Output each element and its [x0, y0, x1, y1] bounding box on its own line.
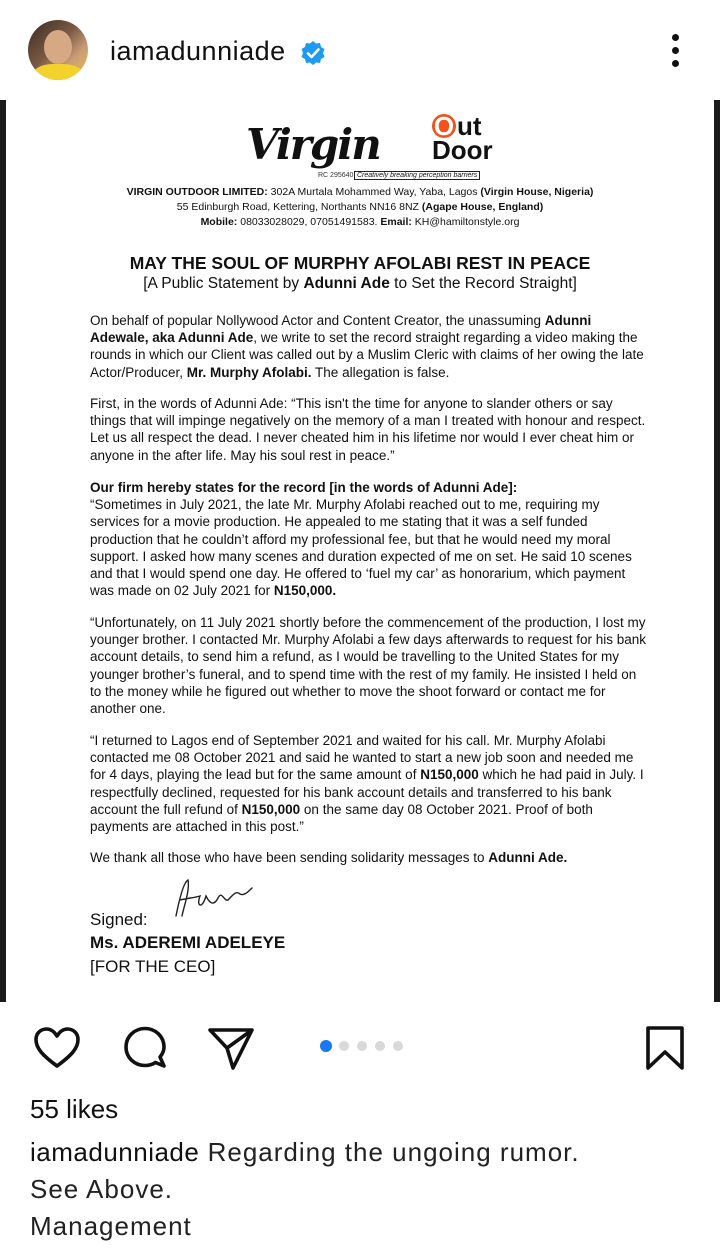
caption-line-3: Management [30, 1211, 192, 1241]
paragraph-5: “I returned to Lagos end of September 2021 and waited for his call. Mr. Murphy Afolabi contacted me 08 October 2021 and said he wanted to start a new job soon and needed me for 4 days, playing the lead but for the same amount of N150,000 which he had paid in July. I respectfully declined, requested for his bank account details and transferred to his bank account the full refund of N150,000 on the same day 08 October 2021. Proof of both payments are attached in this post.” [90, 733, 644, 835]
verified-badge-icon [300, 40, 326, 66]
post-header [0, 0, 720, 100]
signature-icon [166, 876, 256, 922]
username[interactable]: iamadunniade [110, 36, 286, 66]
logo-virgin-text: Virgin [246, 120, 380, 169]
paragraph-6: We thank all those who have been sending solidarity messages to Adunni Ade. [90, 850, 568, 865]
signer-name: Ms. ADEREMI ADELEYE [90, 933, 286, 952]
comment-icon[interactable] [120, 1024, 170, 1074]
logo-door-text: oor [450, 135, 493, 165]
paragraph-3: Our firm hereby states for the record [in the words of Adunni Ade]: “Sometimes in July 2021, the late Mr. Murphy Afolabi reached out to me, requiring my services for a movie production. He appealed to me stating that it was a self funded production that he couldn’t afford my professional fee, but that he would need my moral support. I asked how many scenes and duration expected of me on set. He said 10 scenes and that I would spend one day. He offered to ‘fuel my car’ as honorarium, which payment was made on 02 July 2021 for N150,000. [90, 480, 632, 599]
logo-o-circle: O [433, 111, 455, 141]
company-address: VIRGIN OUTDOOR LIMITED: 302A Murtala Mohammed Way, Yaba, Lagos (Virgin House, Nigeria) 55 Edinburgh Road, Kettering, Northants NN16 8NZ (Agape House, England) Mobile: 08033028029, 07051491583. Email: KH@hamiltonstyle.org [126, 186, 594, 228]
post-caption [30, 1134, 710, 1245]
logo-rc-number: RC 295640 [318, 172, 354, 179]
more-options-icon[interactable] [664, 30, 688, 70]
avatar[interactable] [28, 20, 88, 80]
caption-line-2: See Above. [30, 1174, 173, 1204]
caption-username[interactable]: iamadunniade [30, 1137, 200, 1167]
post-image[interactable] [0, 100, 720, 1002]
paragraph-2: First, in the words of Adunni Ade: “This isn't the time for anyone to slander others or say things that will impinge negatively on the memory of a man I treated with honour and respect. Let us all respect the dead. I never cheated him in his lifetime nor would I ever cheat him or anyone in the after life. May his soul rest in peace.” [90, 396, 646, 463]
carousel-dot [357, 1041, 367, 1051]
virgin-outdoor-logo [246, 111, 493, 184]
send-icon[interactable] [206, 1024, 256, 1074]
document-subtitle: [A Public Statement by Adunni Ade to Set the Record Straight] [143, 275, 577, 292]
logo-tagline: Creatively breaking perception barriers [354, 171, 480, 180]
paragraph-4: “Unfortunately, on 11 July 2021 shortly before the commencement of the production, I lost my younger brother. I contacted Mr. Murphy Afolabi a few days afterwards to request for his bank account details, to send him a refund, as I would be travelling to the United States for my younger brother’s funeral, and to spend time with the rest of my family. He insisted I held on to the money while he figured out whether to move the shoot forward or contact me for another one. [90, 615, 647, 717]
carousel-dot [339, 1041, 349, 1051]
caption-line-1: Regarding the ungoing rumor. [207, 1137, 580, 1167]
signer-role: [FOR THE CEO] [90, 957, 216, 976]
signed-label: Signed: [90, 910, 148, 929]
document-title: MAY THE SOUL OF MURPHY AFOLABI REST IN PEACE [129, 253, 591, 273]
heart-icon[interactable] [32, 1024, 82, 1074]
statement-document [6, 100, 714, 1002]
likes-count[interactable]: 55 likes [30, 1094, 119, 1124]
carousel-dot [393, 1041, 403, 1051]
carousel-dot-active [320, 1040, 332, 1052]
paragraph-1: On behalf of popular Nollywood Actor and Content Creator, the unassuming Adunni Adewale, aka Adunni Ade, we write to set the record straight regarding a video making the rounds in which our Client was called out by a Muslim Cleric with claims of her owing the late Actor/Producer, Mr. Murphy Afolabi. The allegation is false. [90, 313, 644, 380]
avatar-face [44, 30, 72, 64]
logo-outdoor-text: O ut Door [432, 111, 493, 165]
avatar-shirt [32, 64, 84, 80]
bookmark-icon[interactable] [642, 1024, 692, 1074]
post-actions [0, 1002, 720, 1092]
carousel-dot [375, 1041, 385, 1051]
